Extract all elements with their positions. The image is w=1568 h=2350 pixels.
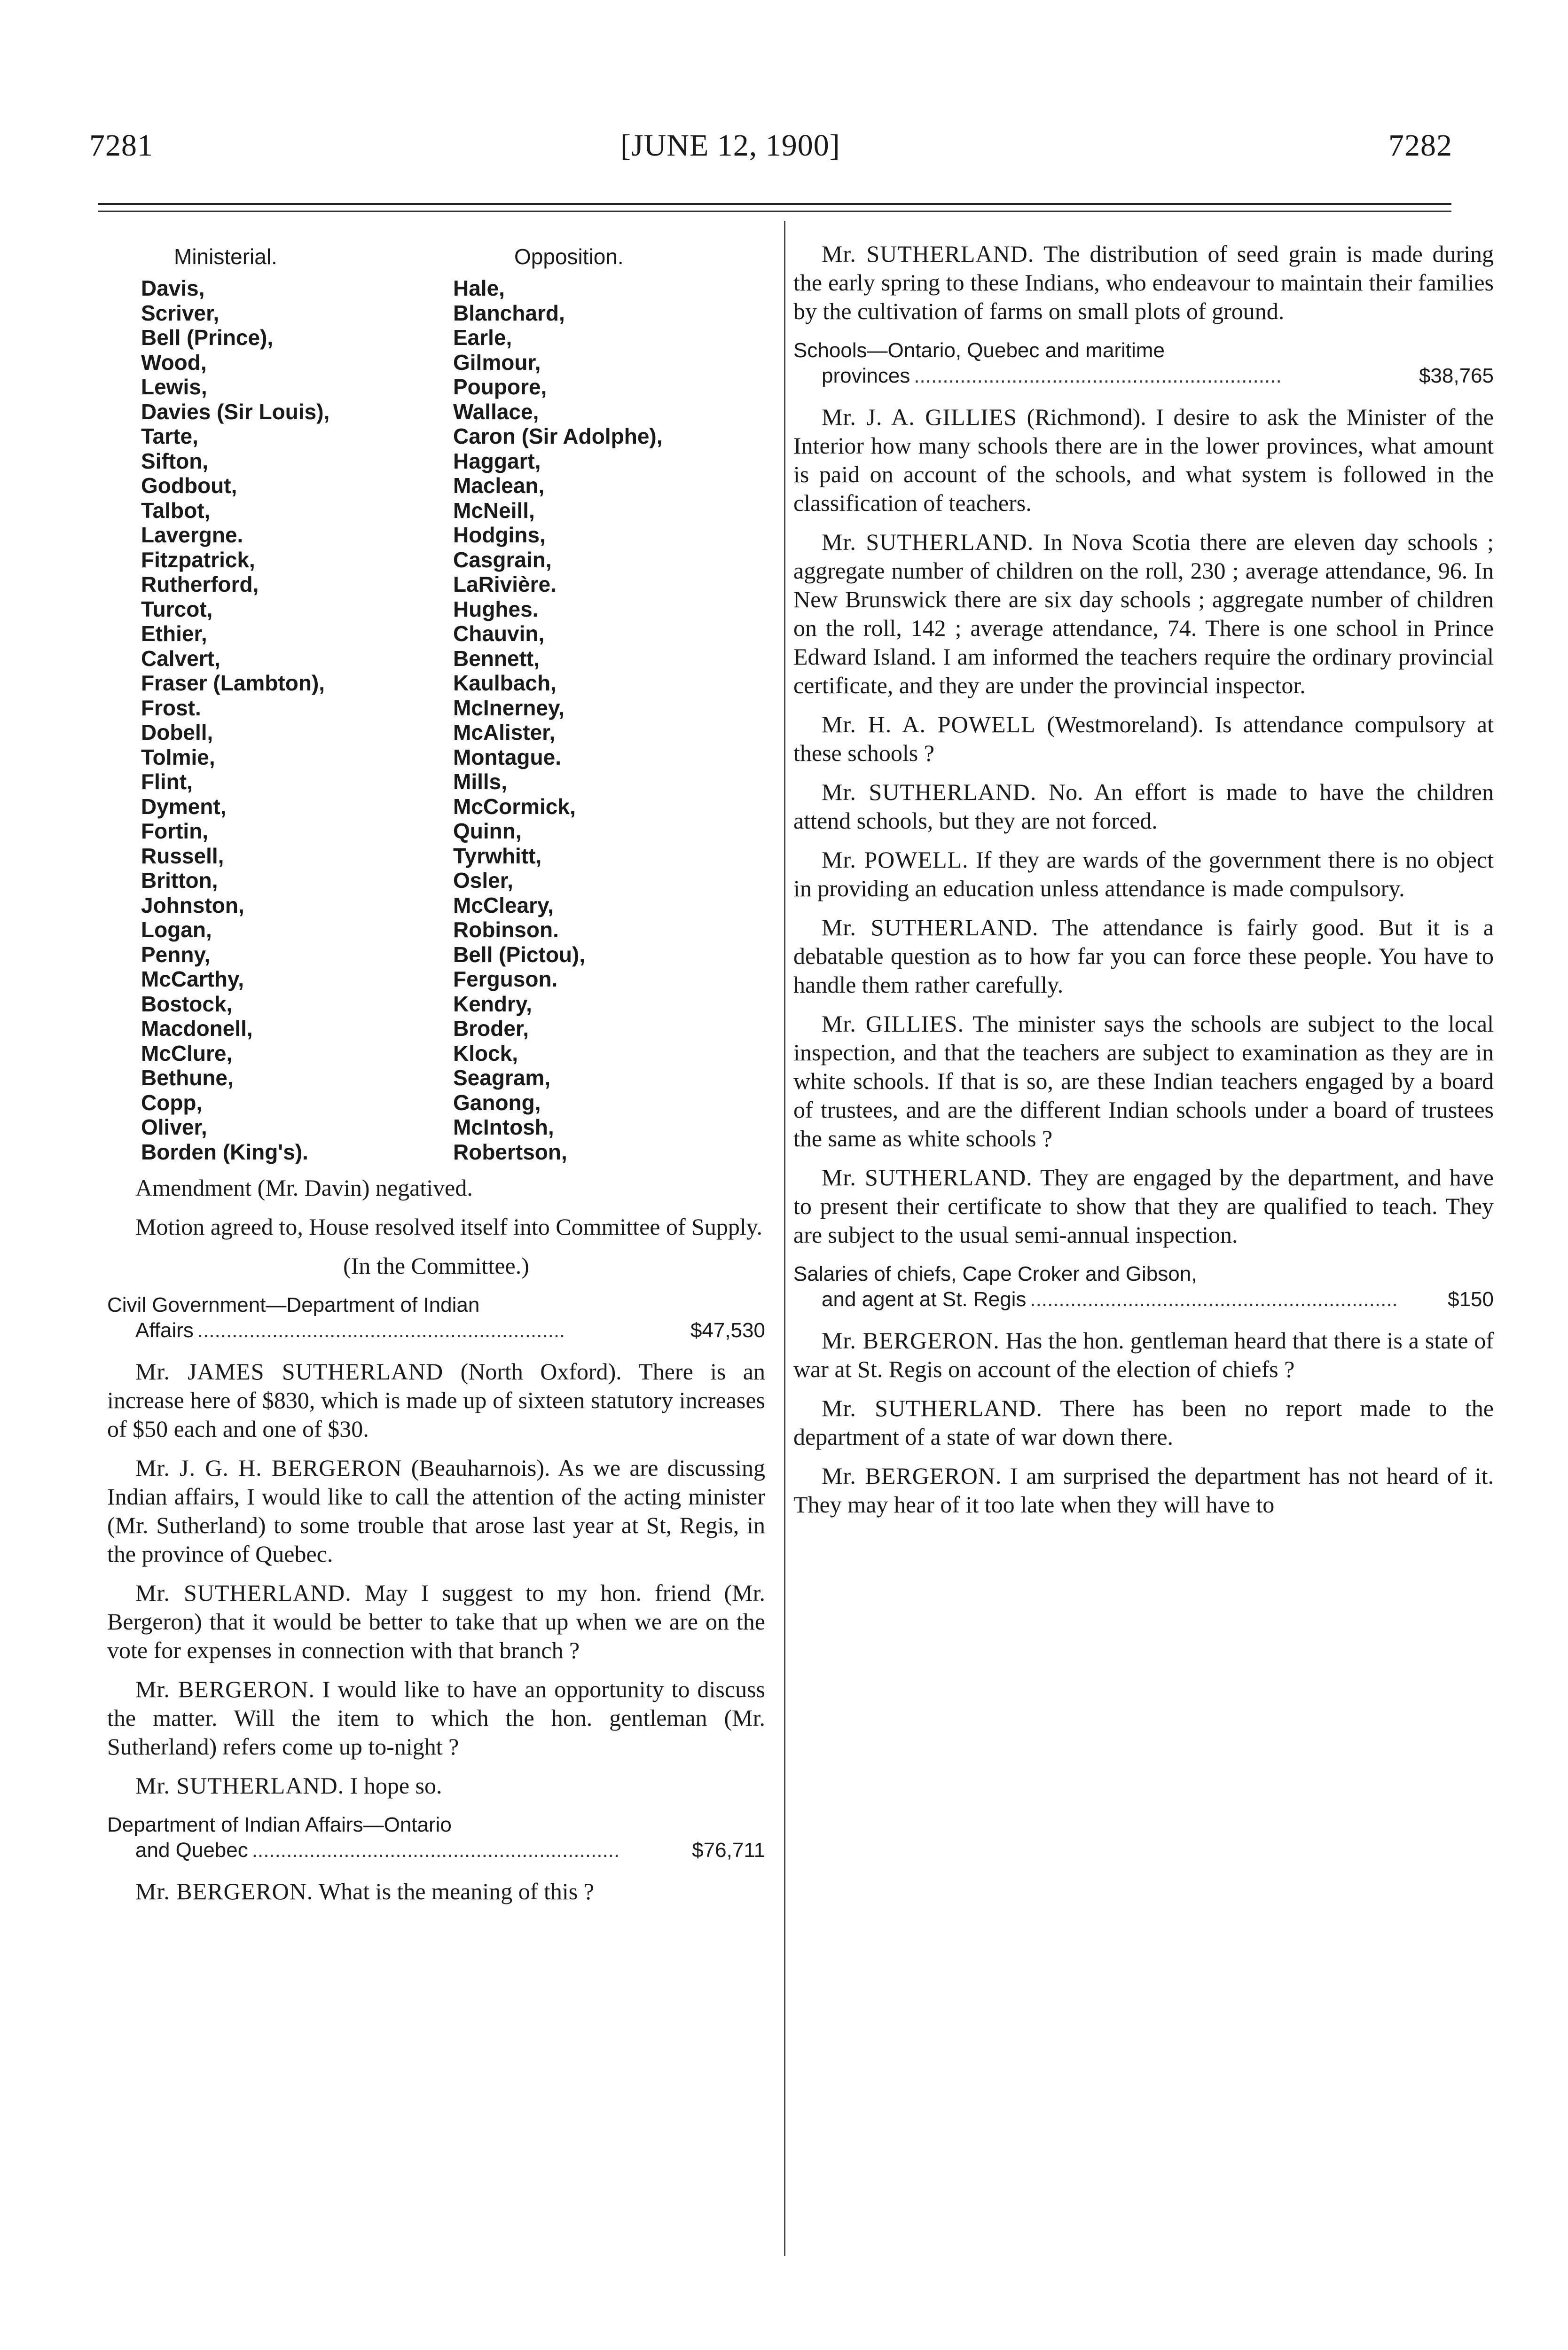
- speech-text: (Richmond). I desire to ask the Minister of the Interior how many schools there are in the lower provinces, what amount is paid on account of the schools, and what system is followed in the classification of teachers.: [793, 404, 1494, 516]
- member-name: Frost.: [141, 695, 201, 720]
- page-number-right: 7282: [1388, 128, 1452, 163]
- speech-paragraph: [793, 403, 1494, 517]
- speaker-name: Mr. J. G. H. BERGERON: [135, 1455, 402, 1481]
- opposition-heading: Opposition.: [514, 244, 624, 269]
- column-divider: [784, 221, 785, 2256]
- vote-leader-dots: ................................................................: [197, 1319, 565, 1342]
- vote-amount: $76,711: [692, 1839, 765, 1862]
- member-name: Klock,: [453, 1041, 518, 1065]
- member-name: Lewis,: [141, 375, 207, 399]
- member-name: Johnston,: [141, 893, 244, 917]
- speaker-name: Mr. SUTHERLAND.: [135, 1580, 352, 1606]
- vote-title: Civil Government—Department of Indian: [107, 1293, 480, 1316]
- header-rule: [98, 203, 1451, 212]
- speaker-name: Mr. J. A. GILLIES: [822, 404, 1018, 430]
- speech-text: (Beauharnois). As we are discussing Indian affairs, I would like to call the attention of the acting minister (Mr. Sutherland) to some trouble that arose last year at St, Regis, in the province of Quebec.: [107, 1455, 765, 1567]
- member-name: Earle,: [453, 325, 512, 350]
- speaker-name: Mr. BERGERON.: [822, 1463, 1002, 1489]
- member-name: Robertson,: [453, 1139, 567, 1164]
- speaker-name: Mr. SUTHERLAND.: [822, 241, 1035, 267]
- vote-title-continued: and agent at St. Regis: [822, 1288, 1027, 1311]
- vote-amount: $47,530: [690, 1319, 765, 1342]
- member-name: Hodgins,: [453, 523, 546, 547]
- member-name: Tolmie,: [141, 744, 215, 769]
- speaker-name: Mr. BERGERON.: [135, 1676, 315, 1702]
- speaker-name: Mr. SUTHERLAND.: [135, 1772, 345, 1799]
- member-name: McNeill,: [453, 498, 535, 523]
- member-name: McCleary,: [453, 893, 554, 917]
- speaker-name: Mr. BERGERON.: [822, 1327, 1000, 1354]
- speech-paragraph: [793, 1394, 1494, 1451]
- member-name: Hale,: [453, 276, 505, 300]
- opposition-names: [453, 276, 756, 1164]
- speaker-name: Mr. SUTHERLAND.: [822, 529, 1034, 555]
- member-name: Borden (King's).: [141, 1139, 308, 1164]
- speech-paragraph: [793, 778, 1494, 835]
- member-name: Robinson.: [453, 917, 559, 942]
- supply-vote-indian-affairs: [107, 1292, 765, 1343]
- speech-paragraph: [107, 1579, 765, 1665]
- opposition-list: [444, 240, 756, 1164]
- page-number-left: 7281: [89, 128, 153, 163]
- member-name: Calvert,: [141, 646, 220, 671]
- speaker-name: Mr. BERGERON.: [135, 1878, 314, 1904]
- member-name: Kendry,: [453, 991, 532, 1016]
- member-name: McIntosh,: [453, 1115, 554, 1139]
- member-name: Fitzpatrick,: [141, 547, 255, 572]
- member-name: LaRivière.: [453, 572, 557, 596]
- member-name: Copp,: [141, 1090, 203, 1115]
- committee-heading: (In the Committee.): [343, 1253, 529, 1279]
- member-name: Britton,: [141, 868, 218, 893]
- member-name: Montague.: [453, 744, 561, 769]
- vote-title: Salaries of chiefs, Cape Croker and Gibson,: [793, 1262, 1197, 1285]
- member-name: Broder,: [453, 1016, 529, 1041]
- ministerial-names: [141, 276, 444, 1164]
- speaker-name: Mr. JAMES SUTHERLAND: [135, 1358, 444, 1385]
- speech-text: (North Oxford). There is an increase here of $830, which is made up of sixteen statutory increases of $50 each and one of $30.: [107, 1358, 765, 1442]
- member-name: Quinn,: [453, 819, 522, 843]
- member-name: Seagram,: [453, 1065, 551, 1090]
- speech-text: If they are wards of the government there is no object in providing an education unless attendance is made compulsory.: [793, 846, 1494, 901]
- member-name: Maclean,: [453, 473, 545, 498]
- speech-paragraph: [793, 240, 1494, 326]
- member-name: Haggart,: [453, 448, 541, 473]
- member-name: McClure,: [141, 1041, 233, 1065]
- speaker-name: Mr. H. A. POWELL: [822, 711, 1036, 737]
- vote-title: Department of Indian Affairs—Ontario: [107, 1813, 452, 1836]
- member-name: Ferguson.: [453, 967, 558, 991]
- member-name: Turcot,: [141, 596, 213, 621]
- vote-leader-dots: ................................................................: [1030, 1288, 1398, 1311]
- member-name: Logan,: [141, 917, 212, 942]
- speech-text: I would like to have an opportunity to discuss the matter. Will the item to which the hon. gentleman (Mr. Sutherland) refers come up to-night ?: [107, 1676, 765, 1760]
- ministerial-list: [107, 240, 444, 1164]
- page-date: [JUNE 12, 1900]: [620, 128, 840, 163]
- supply-vote-ontario-quebec: [107, 1812, 765, 1863]
- speaker-name: Mr. SUTHERLAND.: [822, 914, 1039, 940]
- member-name: Fortin,: [141, 819, 209, 843]
- member-name: Bostock,: [141, 991, 233, 1016]
- speech-paragraph: [793, 710, 1494, 768]
- member-name: Macdonell,: [141, 1016, 253, 1041]
- speech-paragraph: [793, 1326, 1494, 1384]
- vote-amount: $38,765: [1419, 364, 1494, 387]
- speech-text: I hope so.: [344, 1772, 442, 1799]
- member-name: Blanchard,: [453, 300, 565, 325]
- member-name: Davies (Sir Louis),: [141, 399, 330, 424]
- speech-paragraph: [107, 1357, 765, 1443]
- speech-paragraph: [107, 1877, 765, 1906]
- member-name: Sifton,: [141, 448, 209, 473]
- member-name: Casgrain,: [453, 547, 552, 572]
- speaker-name: Mr. POWELL.: [822, 846, 969, 873]
- member-name: Scriver,: [141, 300, 220, 325]
- supply-vote-salaries-of-chiefs: [793, 1261, 1494, 1312]
- speech-paragraph: [107, 1771, 765, 1800]
- speech-text: In Nova Scotia there are eleven day schools ; aggregate number of children on the roll, 230 ; average attendance, 96. In New Brunswick there are six day schools ; aggregate number of children on the roll, 142 ; average attendance, 74. There is one school in Prince Edward Island. I am informed the teachers require the ordinary provincial certificate, and they are under the provincial inspector.: [793, 529, 1494, 698]
- vote-amount: $150: [1448, 1288, 1494, 1311]
- speaker-name: Mr. SUTHERLAND.: [822, 1164, 1033, 1191]
- member-name: Ethier,: [141, 621, 207, 646]
- speech-paragraph: [793, 528, 1494, 700]
- member-name: Flint,: [141, 769, 193, 794]
- speech-text: The attendance is fairly good. But it is a debatable question as to how far you can force these people. You have to handle them rather carefully.: [793, 914, 1494, 998]
- member-name: Davis,: [141, 276, 205, 300]
- speech-paragraph: [107, 1454, 765, 1568]
- speech-text: I am surprised the department has not heard of it. They may hear of it too late when they will have to: [793, 1463, 1494, 1518]
- vote-title-continued: Affairs: [135, 1319, 194, 1342]
- member-name: Russell,: [141, 843, 224, 868]
- speech-paragraph: [793, 846, 1494, 903]
- member-name: Chauvin,: [453, 621, 545, 646]
- vote-leader-dots: ................................................................: [914, 364, 1282, 387]
- vote-title-continued: provinces: [822, 364, 910, 387]
- member-name: Hughes.: [453, 596, 539, 621]
- member-name: Bethune,: [141, 1065, 234, 1090]
- member-name: Bennett,: [453, 646, 540, 671]
- speaker-name: Mr. SUTHERLAND.: [822, 779, 1037, 805]
- division-list: [107, 240, 756, 1164]
- amendment-text: Amendment (Mr. Davin) negatived.: [135, 1175, 473, 1201]
- member-name: Talbot,: [141, 498, 211, 523]
- speech-text: No. An effort is made to have the children attend schools, but they are not forced.: [793, 779, 1494, 834]
- member-name: Wallace,: [453, 399, 539, 424]
- member-name: Poupore,: [453, 375, 547, 399]
- speech-text: They are engaged by the department, and have to present their certificate to show that they are qualified to teach. They are subject to the usual semi-annual inspection.: [793, 1164, 1494, 1248]
- speech-text: The minister says the schools are subject to the local inspection, and that the teachers are subject to examination as they are in white schools. If that is so, are these Indian teachers engaged by a board of trustees, and are the different Indian schools under a board of trustees the same as white schools ?: [793, 1010, 1494, 1152]
- speaker-name: Mr. GILLIES.: [822, 1010, 964, 1037]
- speech-text: (Westmoreland). Is attendance compulsory at these schools ?: [793, 711, 1494, 766]
- speech-paragraph: [793, 913, 1494, 999]
- member-name: Gilmour,: [453, 350, 541, 375]
- speech-text: May I suggest to my hon. friend (Mr. Bergeron) that it would be better to take that up when we are on the vote for expenses in connection with that branch ?: [107, 1580, 765, 1663]
- member-name: McAlister,: [453, 720, 556, 744]
- member-name: Godbout,: [141, 473, 237, 498]
- member-name: Mills,: [453, 769, 508, 794]
- speech-paragraph: [107, 1675, 765, 1761]
- vote-title-continued: and Quebec: [135, 1839, 248, 1862]
- speech-paragraph: [793, 1010, 1494, 1153]
- member-name: McCarthy,: [141, 967, 244, 991]
- supply-vote-schools: [793, 338, 1494, 389]
- speech-paragraph: [793, 1462, 1494, 1519]
- motion-text: Motion agreed to, House resolved itself into Committee of Supply.: [135, 1214, 763, 1240]
- member-name: Osler,: [453, 868, 513, 893]
- speech-paragraph: [793, 1163, 1494, 1249]
- member-name: Penny,: [141, 942, 211, 967]
- member-name: Tyrwhitt,: [453, 843, 542, 868]
- vote-leader-dots: ................................................................: [251, 1839, 620, 1862]
- left-column: [107, 240, 765, 1916]
- member-name: Wood,: [141, 350, 207, 375]
- member-name: Rutherford,: [141, 572, 259, 596]
- right-column: [793, 240, 1494, 1529]
- speaker-name: Mr. SUTHERLAND.: [822, 1395, 1043, 1421]
- member-name: Bell (Prince),: [141, 325, 274, 350]
- member-name: Oliver,: [141, 1115, 207, 1139]
- member-name: McCormick,: [453, 794, 576, 819]
- member-name: Lavergne.: [141, 523, 243, 547]
- member-name: McInerney,: [453, 695, 564, 720]
- member-name: Bell (Pictou),: [453, 942, 586, 967]
- speech-text: What is the meaning of this ?: [313, 1878, 594, 1904]
- member-name: Fraser (Lambton),: [141, 671, 325, 695]
- member-name: Caron (Sir Adolphe),: [453, 424, 663, 448]
- vote-title: Schools—Ontario, Quebec and maritime: [793, 339, 1165, 362]
- speech-text: There has been no report made to the department of a state of war down there.: [793, 1395, 1494, 1450]
- member-name: Dobell,: [141, 720, 213, 744]
- member-name: Tarte,: [141, 424, 198, 448]
- speech-text: The distribution of seed grain is made during the early spring to these Indians, who endeavour to maintain their families by the cultivation of farms on small plots of ground.: [793, 241, 1494, 324]
- member-name: Kaulbach,: [453, 671, 557, 695]
- member-name: Dyment,: [141, 794, 227, 819]
- speech-text: Has the hon. gentleman heard that there is a state of war at St. Regis on account of the election of chiefs ?: [793, 1327, 1494, 1382]
- ministerial-heading: Ministerial.: [174, 244, 277, 269]
- member-name: Ganong,: [453, 1090, 541, 1115]
